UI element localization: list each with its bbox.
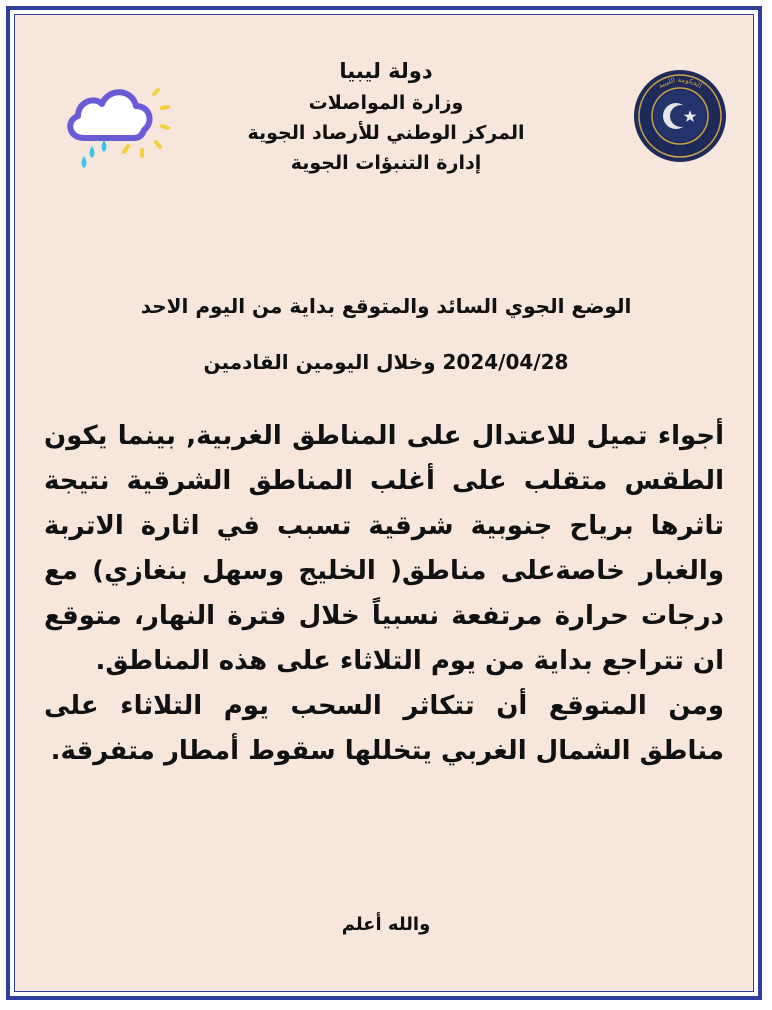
forecast-body	[44, 414, 724, 774]
forecast-paragraph-2: ومن المتوقع أن تتكاثر السحب يوم التلاثاء على مناطق الشمال الغربي يتخللها سقوط أمطار متفرقة.	[44, 691, 724, 766]
forecast-paragraph-1: أجواء تميل للاعتدال على المناطق الغربية, بينما يكون الطقس متقلب على أغلب المناطق الشرقية نتيجة تاثرها برياح جنوبية شرقية تسبب في اثارة الاتربة والغبار خاصةعلى مناطق( الخليج وسهل بنغازي) مع درجات حرارة مرتفعة نسبياً خلال فترة النهار، متوقع ان تتراجع بداية من يوم التلاثاء على هذه المناطق.	[44, 421, 724, 676]
seal-text: الحكومة الليبية	[656, 75, 704, 91]
letterhead	[0, 54, 772, 178]
forecast-title-line1: الوضع الجوي السائد والمتوقع بداية من اليوم الاحد	[140, 294, 632, 318]
department-name: إدارة التنبؤات الجوية	[290, 152, 482, 174]
ministry-name: وزارة المواصلات	[308, 92, 464, 114]
center-name: المركز الوطني للأرصاد الجوية	[247, 122, 525, 144]
state-name: دولة ليبيا	[339, 59, 433, 83]
forecast-title-line2: 2024/04/28 وخلال اليومين القادمين	[203, 350, 569, 374]
signoff: والله أعلم	[341, 914, 431, 935]
